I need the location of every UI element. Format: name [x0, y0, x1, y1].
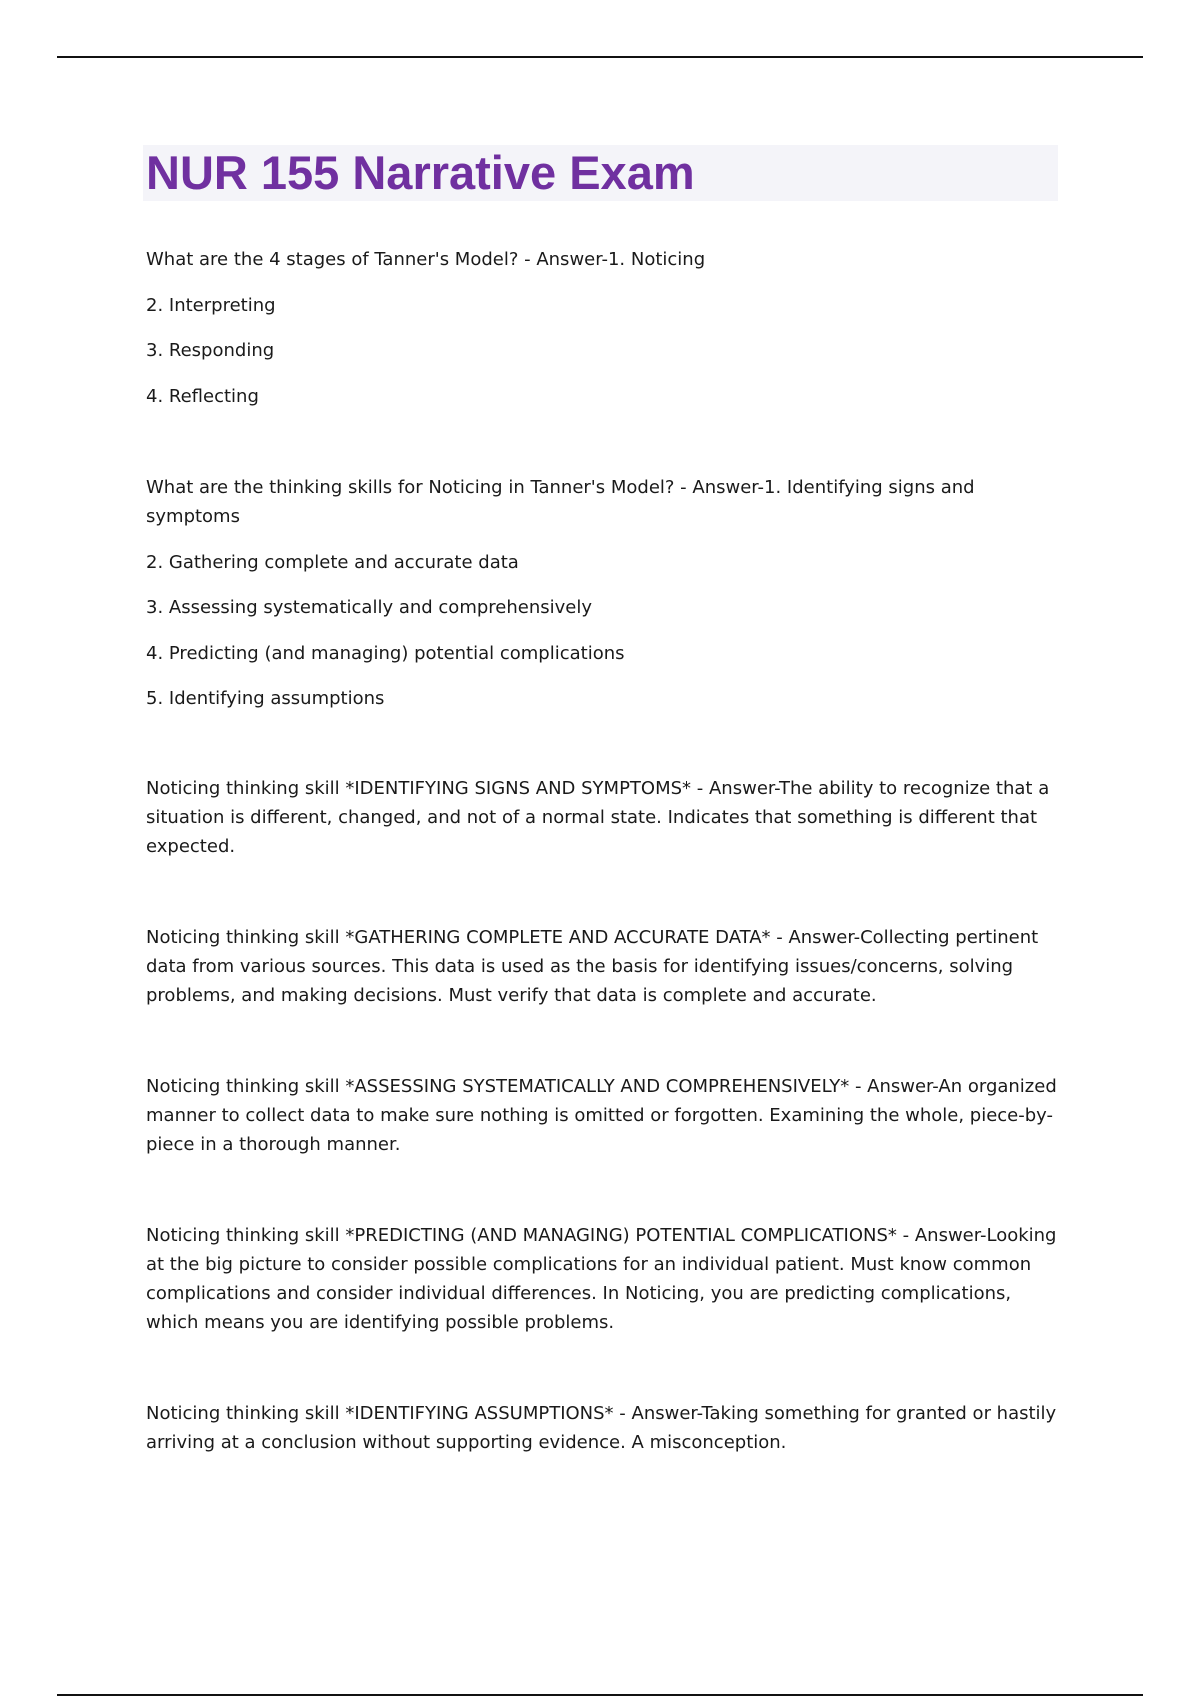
answer-identifying-signs: Noticing thinking skill *IDENTIFYING SIGNS AND SYMPTOMS* - Answer-The ability to recognize that a situation is different, changed, and not of a normal state. Indicates that something is different that expected. — [146, 778, 1050, 857]
skill-item: 2. Gathering complete and accurate data — [146, 552, 519, 573]
answer-identifying-assumptions: Noticing thinking skill *IDENTIFYING ASSUMPTIONS* - Answer-Taking something for granted or hastily arriving at a conclusion without supporting evidence. A misconception. — [146, 1403, 1057, 1453]
stage-item: 4. Reflecting — [146, 386, 259, 407]
document-title: NUR 155 Narrative Exam — [146, 146, 695, 199]
question-noticing-skills: What are the thinking skills for Noticing in Tanner's Model? - Answer-1. Identifying signs and symptoms — [146, 477, 975, 527]
answer-gathering-data: Noticing thinking skill *GATHERING COMPLETE AND ACCURATE DATA* - Answer-Collecting pertinent data from various sources. This data is used as the basis for identifying issues/concerns, solving problems, and making decisions. Must verify that data is complete and accurate. — [146, 927, 1039, 1006]
question-tanner-stages: What are the 4 stages of Tanner's Model? - Answer-1. Noticing — [146, 249, 706, 270]
skill-item: 3. Assessing systematically and comprehensively — [146, 597, 593, 618]
skill-item: 4. Predicting (and managing) potential complications — [146, 643, 625, 664]
stage-item: 2. Interpreting — [146, 295, 276, 316]
skill-item: 5. Identifying assumptions — [146, 688, 385, 709]
answer-assessing-systematically: Noticing thinking skill *ASSESSING SYSTEMATICALLY AND COMPREHENSIVELY* - Answer-An organized manner to collect data to make sure nothing is omitted or forgotten. Examining the whole, piece-by-piece in a thorough manner. — [146, 1076, 1057, 1155]
stage-item: 3. Responding — [146, 340, 275, 361]
footer-rule — [57, 1694, 1143, 1696]
header-rule — [57, 56, 1143, 58]
answer-predicting-complications: Noticing thinking skill *PREDICTING (AND MANAGING) POTENTIAL COMPLICATIONS* - Answer-Looking at the big picture to consider possible complications for an individual patient. Must know common complications and consider individual differences. In Noticing, you are predicting complications, which means you are identifying possible problems. — [146, 1225, 1057, 1333]
